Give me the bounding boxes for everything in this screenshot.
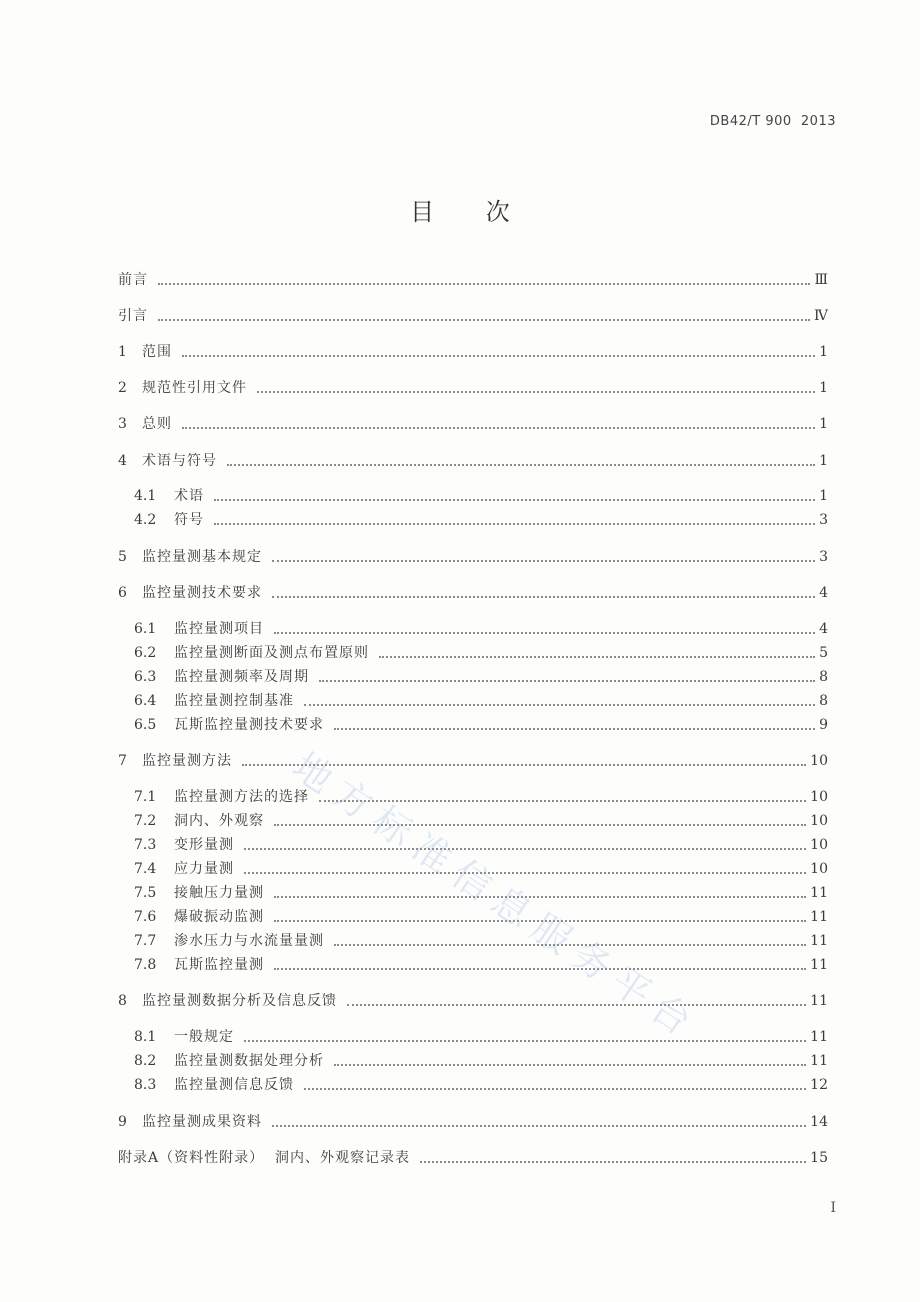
dot-leader [274, 920, 806, 922]
toc-entry-number: 7.4 [134, 861, 157, 877]
toc-entry-number: 7.3 [134, 837, 157, 853]
toc-entry-page: 11 [810, 1053, 828, 1069]
page-number: I [830, 1200, 836, 1216]
dot-leader [244, 872, 806, 874]
dot-leader [244, 848, 806, 850]
toc-entry[interactable] [118, 547, 828, 567]
toc-entry-title: 洞内、外观察 [174, 813, 264, 829]
toc-entry-title: 监控量测方法 [142, 753, 232, 769]
toc-entry-number: 4 [118, 453, 127, 469]
toc-entry-number: 6 [118, 585, 127, 601]
toc-entry[interactable] [134, 667, 828, 687]
toc-entry[interactable] [134, 907, 828, 927]
dot-leader [334, 944, 806, 946]
dot-leader [334, 1064, 806, 1066]
dot-leader [272, 1125, 806, 1127]
toc-entry[interactable] [134, 931, 828, 951]
dot-leader [274, 896, 806, 898]
toc-entry[interactable] [134, 1051, 828, 1071]
toc-entry-page: 11 [810, 885, 828, 901]
toc-entry-page: 11 [810, 957, 828, 973]
dot-leader [242, 764, 806, 766]
toc-entry-title: 爆破振动监测 [174, 909, 264, 925]
dot-leader [227, 464, 815, 466]
toc-entry-title: 一般规定 [174, 1029, 234, 1045]
toc-entry-title: 监控量测技术要求 [142, 585, 262, 601]
toc-entry-page: 3 [819, 512, 828, 528]
dot-leader [214, 523, 815, 525]
dot-leader [272, 596, 815, 598]
toc-entry[interactable] [134, 811, 828, 831]
dot-leader [274, 968, 806, 970]
toc-entry-title: 引言 [118, 308, 148, 324]
toc-entry[interactable] [134, 787, 828, 807]
toc-entry-title: 总则 [142, 416, 172, 432]
toc-entry-number: 7.7 [134, 933, 157, 949]
toc-entry-number: 8.3 [134, 1077, 157, 1093]
toc-entry[interactable] [134, 715, 828, 735]
dot-leader [214, 499, 815, 501]
toc-entry-page: 14 [810, 1114, 828, 1130]
toc-entry-title: 瓦斯监控量测技术要求 [174, 717, 324, 733]
toc-entry-number: 6.1 [134, 621, 157, 637]
dot-leader [272, 560, 815, 562]
toc-entry[interactable] [134, 510, 828, 530]
dot-leader [257, 391, 815, 393]
toc-entry-title: 范围 [142, 344, 172, 360]
toc-entry-number: 9 [118, 1114, 127, 1130]
toc-entry-page: 10 [810, 813, 828, 829]
dot-leader [182, 355, 815, 357]
toc-entry-title: 瓦斯监控量测 [174, 957, 264, 973]
toc-entry-page: 15 [810, 1150, 828, 1166]
toc-entry-page: 12 [810, 1077, 828, 1093]
toc-entry[interactable] [118, 378, 828, 398]
toc-entry-page: 10 [810, 753, 828, 769]
toc-entry-number: 6.5 [134, 717, 157, 733]
toc-entry-page: 10 [810, 789, 828, 805]
toc-entry-title: 监控量测方法的选择 [174, 789, 309, 805]
toc-entry-number: 6.3 [134, 669, 157, 685]
toc-entry-page: 11 [810, 1029, 828, 1045]
toc-entry-page: 8 [819, 693, 828, 709]
toc-entry-number: 8.2 [134, 1053, 157, 1069]
toc-entry[interactable] [118, 991, 828, 1011]
toc-entry-page: 11 [810, 993, 828, 1009]
toc-entry[interactable] [118, 751, 828, 771]
dot-leader [158, 319, 810, 321]
toc-entry-page: 10 [810, 861, 828, 877]
toc-entry-title: 术语与符号 [142, 453, 217, 469]
toc-entry-title: 前言 [118, 272, 148, 288]
standard-code: DB42/T 900 2013 [709, 114, 836, 129]
toc-entry-number: 8 [118, 993, 127, 1009]
toc-entry[interactable] [134, 1027, 828, 1047]
dot-leader [319, 800, 806, 802]
toc-entry[interactable] [118, 583, 828, 603]
toc-entry-title: 应力量测 [174, 861, 234, 877]
toc-entry-number: 6.2 [134, 645, 157, 661]
toc-entry-number: 7.2 [134, 813, 157, 829]
dot-leader [334, 728, 815, 730]
toc-entry-page: Ⅳ [814, 308, 828, 324]
toc-entry[interactable] [118, 1112, 828, 1132]
toc-entry-title: 监控量测项目 [174, 621, 264, 637]
dot-leader [420, 1161, 806, 1163]
toc-entry[interactable] [134, 643, 828, 663]
toc-entry[interactable] [134, 955, 828, 975]
toc-title: 目 次 [410, 198, 532, 226]
dot-leader [274, 824, 806, 826]
toc-entry[interactable] [134, 691, 828, 711]
toc-entry-title: 符号 [174, 512, 204, 528]
toc-entry-page: 11 [810, 909, 828, 925]
dot-leader [319, 680, 815, 682]
toc-entry-title: 监控量测基本规定 [142, 549, 262, 565]
toc-entry-number: 3 [118, 416, 127, 432]
dot-leader [244, 1040, 806, 1042]
toc-entry-number: 4.2 [134, 512, 157, 528]
toc-entry-title: 监控量测成果资料 [142, 1114, 262, 1130]
toc-entry[interactable] [118, 414, 828, 434]
toc-entry-page: 9 [819, 717, 828, 733]
toc-entry-page: 1 [819, 416, 828, 432]
toc-entry-title: 监控量测数据处理分析 [174, 1053, 324, 1069]
dot-leader [182, 427, 815, 429]
toc-entry-number: 1 [118, 344, 127, 360]
dot-leader [304, 704, 815, 706]
toc-entry-page: 4 [819, 621, 828, 637]
toc-entry[interactable] [118, 451, 828, 471]
toc-entry-title: 术语 [174, 488, 204, 504]
dot-leader [158, 283, 810, 285]
toc-entry-number: 4.1 [134, 488, 157, 504]
toc-entry-page: 1 [819, 380, 828, 396]
toc-entry[interactable] [134, 859, 828, 879]
toc-entry-title: 监控量测断面及测点布置原则 [174, 645, 369, 661]
dot-leader [304, 1088, 806, 1090]
dot-leader [379, 656, 815, 658]
toc-entry-page: 4 [819, 585, 828, 601]
toc-entry-title: 接触压力量测 [174, 885, 264, 901]
toc-entry[interactable] [118, 1148, 828, 1168]
toc-entry-number: 2 [118, 380, 127, 396]
toc-entry-title: 监控量测频率及周期 [174, 669, 309, 685]
toc-entry-number: 8.1 [134, 1029, 157, 1045]
toc-entry-page: 11 [810, 933, 828, 949]
toc-entry-number: 7.8 [134, 957, 157, 973]
toc-entry-number: 6.4 [134, 693, 157, 709]
toc-entry[interactable] [118, 270, 828, 290]
toc-entry[interactable] [134, 486, 828, 506]
toc-entry-page: 8 [819, 669, 828, 685]
toc-entry-title: 渗水压力与水流量量测 [174, 933, 324, 949]
toc-entry-page: 3 [819, 549, 828, 565]
toc-entry-title: 附录A（资料性附录） 洞内、外观察记录表 [118, 1150, 411, 1166]
toc-entry-page: 5 [819, 645, 828, 661]
toc-entry-page: Ⅲ [814, 272, 828, 288]
toc-entry-title: 规范性引用文件 [142, 380, 247, 396]
toc-entry[interactable] [134, 619, 828, 639]
toc-entry-number: 5 [118, 549, 127, 565]
dot-leader [274, 632, 815, 634]
toc-entry-title: 变形量测 [174, 837, 234, 853]
toc-entry[interactable] [118, 342, 828, 362]
toc-entry-number: 7 [118, 753, 127, 769]
watermark: 地方标准信息服务平台 [284, 743, 708, 1049]
toc-entry-number: 7.5 [134, 885, 157, 901]
toc-entry-page: 1 [819, 488, 828, 504]
toc-entry-title: 监控量测信息反馈 [174, 1077, 294, 1093]
toc-entry-title: 监控量测数据分析及信息反馈 [142, 993, 337, 1009]
toc-entry[interactable] [134, 883, 828, 903]
toc-entry[interactable] [134, 835, 828, 855]
toc-entry[interactable] [118, 306, 828, 326]
toc-entry[interactable] [134, 1075, 828, 1095]
toc-entry-page: 1 [819, 453, 828, 469]
toc-entry-title: 监控量测控制基准 [174, 693, 294, 709]
toc-entry-page: 1 [819, 344, 828, 360]
toc-entry-page: 10 [810, 837, 828, 853]
toc-entry-number: 7.1 [134, 789, 157, 805]
dot-leader [347, 1004, 806, 1006]
toc-entry-number: 7.6 [134, 909, 157, 925]
